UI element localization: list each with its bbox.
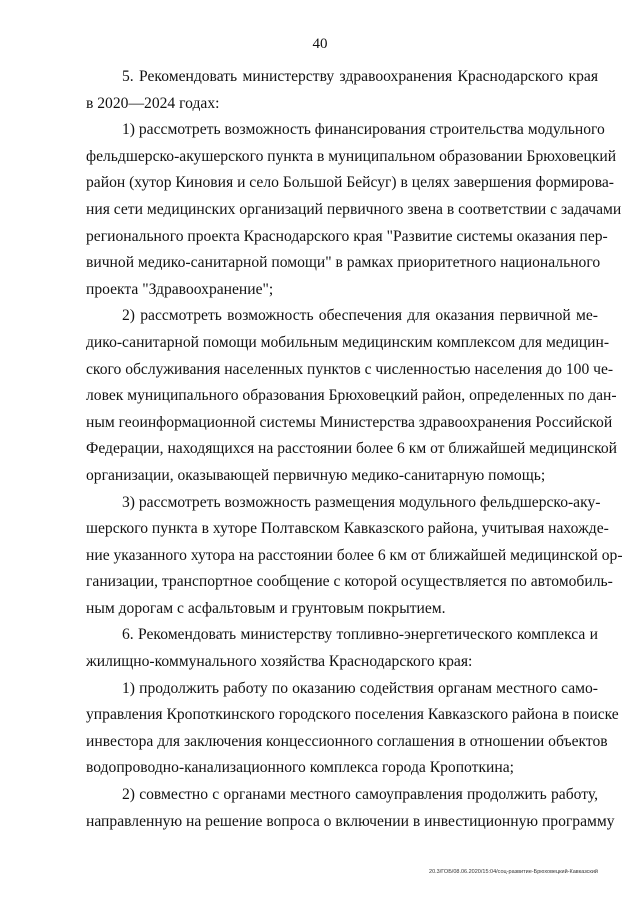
text-line: ского обслуживания населенных пунктов с численностью населения до 100 че- bbox=[86, 360, 614, 378]
text-line: организации, оказывающей первичную медико-санитарную помощь; bbox=[86, 466, 546, 484]
text-line: ганизации, транспортное сообщение с которой осуществляется по автомобиль- bbox=[86, 573, 613, 591]
page-number: 40 bbox=[312, 36, 328, 52]
text-line: Федерации, находящихся на расстоянии более 6 км от ближайшей медицинской bbox=[86, 440, 618, 458]
text-line: ние указанного хутора на расстоянии более 6 км от ближайшей медицинской ор- bbox=[86, 546, 623, 564]
text-line: вичной медико-санитарной помощи" в рамках приоритетного национального bbox=[86, 254, 601, 272]
text-line: ловек муниципального образования Брюховецкий район, определенных по дан- bbox=[86, 387, 617, 405]
text-line: 2) совместно с органами местного самоуправления продолжить работу, bbox=[122, 786, 598, 804]
text-line: направленную на решение вопроса о включении в инвестиционную программу bbox=[86, 812, 615, 830]
text-line: инвестора для заключения концессионного соглашения в отношении объектов bbox=[86, 732, 608, 750]
text-line: дико-санитарной помощи мобильным медицинским комплексом для медицин- bbox=[86, 333, 610, 351]
text-line: жилищно-коммунального хозяйства Краснодарского края: bbox=[86, 653, 473, 671]
text-line: шерского пункта в хуторе Полтавском Кавказского района, учитывая нахожде- bbox=[86, 520, 609, 538]
text-line: регионального проекта Краснодарского края "Развитие системы оказания пер- bbox=[86, 227, 608, 245]
text-line: водопроводно-канализационного комплекса города Кропоткина; bbox=[86, 759, 514, 777]
text-line: 1) рассмотреть возможность финансирования строительства модульного bbox=[122, 121, 605, 139]
text-line: управления Кропоткинского городского поселения Кавказского района в поиске bbox=[86, 706, 619, 724]
text-line: 1) продолжить работу по оказанию содействия органам местного само- bbox=[122, 679, 598, 697]
document-body bbox=[86, 64, 623, 835]
text-line: 2) рассмотреть возможность обеспечения для оказания первичной ме- bbox=[122, 307, 598, 325]
document-footer-code: 20.3/ГОБ/08.06.2020/15:04/соц-развитие-Брюховецкий-Кавказский bbox=[429, 869, 598, 875]
text-line: 6. Рекомендовать министерству топливно-энергетического комплекса и bbox=[122, 626, 598, 644]
text-line: в 2020—2024 годах: bbox=[86, 94, 220, 112]
text-line: проекта "Здравоохранение"; bbox=[86, 280, 274, 298]
text-line: район (хутор Киновия и село Большой Бейсуг) в целях завершения формирова- bbox=[86, 174, 615, 192]
text-line: ным дорогам с асфальтовым и грунтовым покрытием. bbox=[86, 599, 446, 617]
text-line: ния сети медицинских организаций первичного звена в соответствии с задачами bbox=[86, 200, 622, 218]
text-line: 3) рассмотреть возможность размещения модульного фельдшерско-аку- bbox=[122, 493, 601, 511]
text-line: 5. Рекомендовать министерству здравоохранения Краснодарского края bbox=[122, 68, 598, 85]
text-line: ным геоинформационной системы Министерства здравоохранения Российской bbox=[86, 413, 613, 431]
text-line: фельдшерско-акушерского пункта в муниципальном образовании Брюховецкий bbox=[86, 147, 617, 165]
